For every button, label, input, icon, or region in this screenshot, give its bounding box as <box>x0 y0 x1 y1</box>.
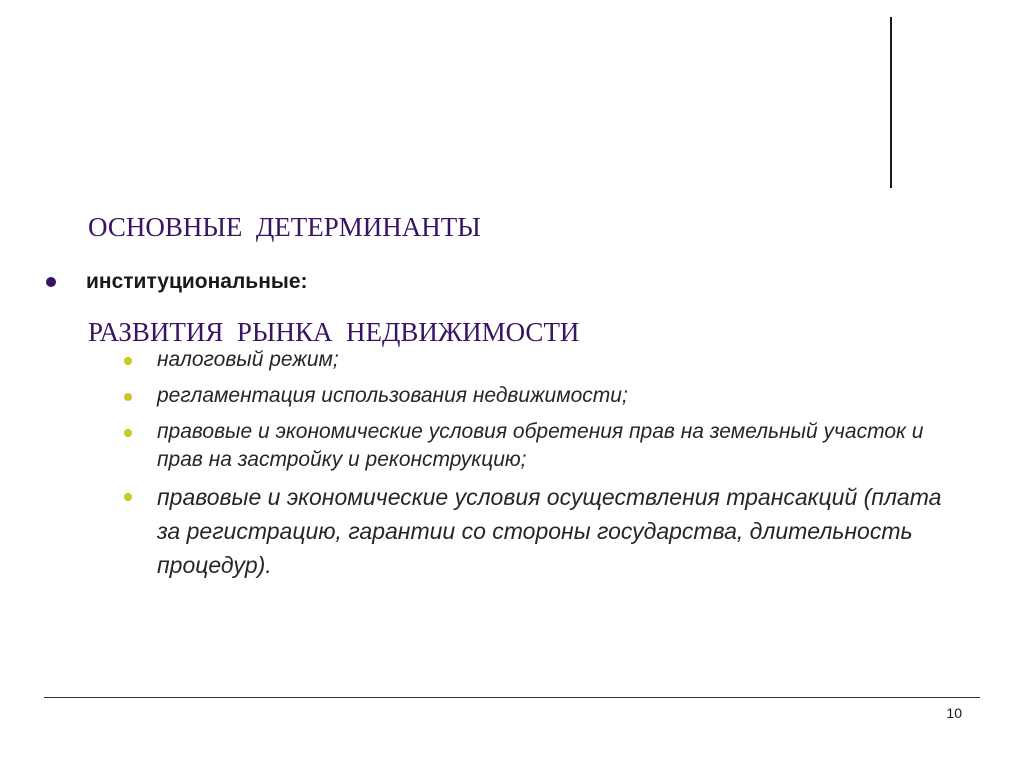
sub-bullet-text: правовые и экономические условия осуществления трансакций (плата за регистрацию, гарантии со стороны государства, длительность процедур). <box>157 484 942 578</box>
bullet-dot-icon <box>124 429 132 437</box>
main-bullet-item <box>46 270 308 294</box>
bullet-dot-icon <box>124 393 132 401</box>
sub-bullet-text: правовые и экономические условия обретения прав на земельный участок и прав на застройку и реконструкцию; <box>157 420 924 471</box>
sub-bullet-item <box>124 418 944 474</box>
vertical-divider <box>890 17 892 188</box>
sub-bullet-item <box>124 480 944 582</box>
bullet-dot-icon <box>46 277 56 287</box>
page-number: 10 <box>946 705 962 721</box>
title-line-2: РАЗВИТИЯ РЫНКА НЕДВИЖИМОСТИ <box>88 317 580 347</box>
footer-divider <box>44 697 980 698</box>
title-line-1: ОСНОВНЫЕ ДЕТЕРМИНАНТЫ <box>88 212 481 242</box>
main-bullet-text: институциональные: <box>86 270 308 293</box>
sub-bullet-list <box>124 346 944 582</box>
sub-bullet-item <box>124 382 944 410</box>
sub-bullet-item <box>124 346 944 374</box>
bullet-dot-icon <box>124 357 132 365</box>
sub-bullet-text: регламентация использования недвижимости; <box>157 384 628 407</box>
bullet-dot-icon <box>124 493 132 501</box>
sub-bullet-text: налоговый режим; <box>157 348 339 371</box>
